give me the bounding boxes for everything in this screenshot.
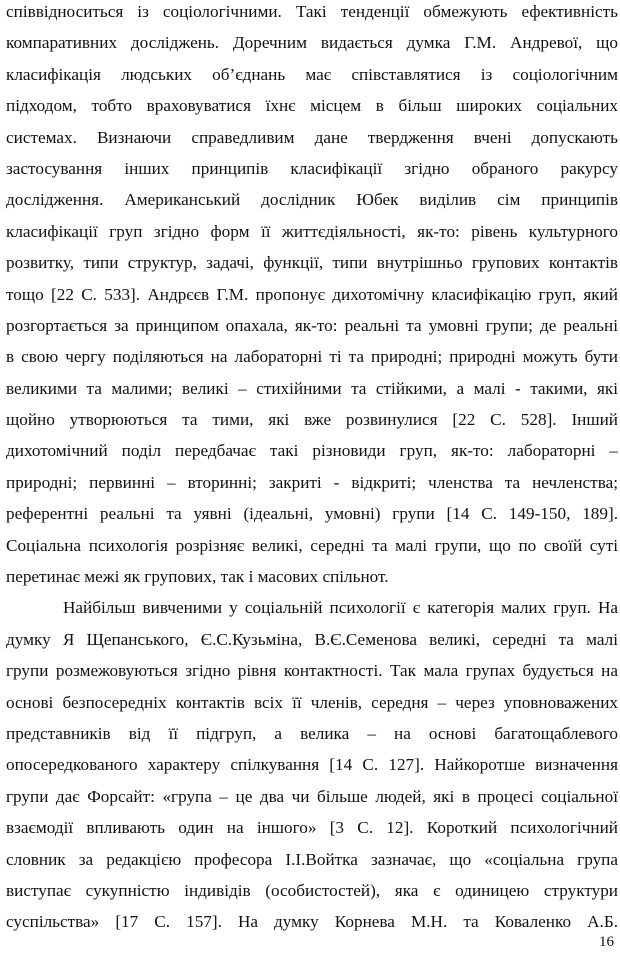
text-line: системах. Визнаючи справедливим дане твердження вчені допускають xyxy=(6,127,618,147)
text-line: думку Я Щепанського, Є.С.Кузьміна, В.Є.Семенова великі, середні та малі xyxy=(6,629,618,649)
text-line: дихотомічний поділ передбачає такі різновиди груп, як-то: лабораторні – xyxy=(6,441,618,461)
paragraph-1 xyxy=(6,0,618,592)
text-line: Найбільш вивченими у соціальній психології є категорія малих груп. На xyxy=(63,598,618,618)
text-line: виступає сукупністю індивідів (особистостей), яка є одиницею структури xyxy=(6,880,618,900)
text-line: застосування інших принципів класифікації згідно обраного ракурсу xyxy=(6,158,618,178)
text-line: розгортається за принципом опахала, як-то: реальні та умовні групи; де реальні xyxy=(6,315,618,335)
body-text xyxy=(6,0,618,938)
text-line: дослідження. Американський дослідник Юбек виділив сім принципів xyxy=(6,190,618,210)
paragraph-2 xyxy=(6,592,618,937)
text-line: класифікації груп згідно форм її життєдіяльності, як-то: рівень культурного xyxy=(6,221,618,241)
text-line: природні; первинні – вторинні; закриті - відкриті; членства та нечленства; xyxy=(6,472,618,492)
text-line: перетинає межі як групових, так і масових спільнот. xyxy=(6,567,389,587)
text-line: словник за редакцією професора І.І.Войтка зазначає, що «соціальна група xyxy=(6,849,618,869)
text-line: щойно утворюються та тими, які вже розвинулися [22 С. 528]. Інший xyxy=(6,410,618,430)
text-line: розвитку, типи структур, задачі, функції, типи внутрішньо групових контактів xyxy=(6,253,618,273)
text-line: групи розмежовуються згідно рівня контактності. Так мала групах будується на xyxy=(6,661,618,681)
text-line: великими та малими; великі – стихійними та стійкими, а малі - такими, які xyxy=(6,378,618,398)
text-line: класифікація людських об’єднань має співставлятися із соціологічним xyxy=(6,64,618,84)
text-line: підходом, тобто враховуватися їхнє місцем в більш широких соціальних xyxy=(6,96,618,116)
text-line: в свою чергу поділяються на лабораторні ті та природні; природні можуть бути xyxy=(6,347,618,367)
text-line: співвідноситься із соціологічними. Такі тенденції обмежують ефективність xyxy=(6,2,618,21)
text-line: компаративних досліджень. Доречним видається думка Г.М. Андревої, що xyxy=(6,33,618,53)
text-line: представників від її підгруп, а велика – на основі багатощаблевого xyxy=(6,723,618,743)
text-line: взаємодії впливають один на іншого» [3 С. 12]. Короткий психологічний xyxy=(6,818,618,838)
text-line: Соціальна психологія розрізняє великі, середні та малі групи, що по своїй суті xyxy=(6,535,618,555)
text-line: групи дає Форсайт: «група – це два чи більше людей, які в процесі соціальної xyxy=(6,786,618,806)
text-line: опосередкованого характеру спілкування [14 С. 127]. Найкоротше визначення xyxy=(6,755,618,775)
page-number: 16 xyxy=(599,934,614,950)
text-line: суспільства» [17 С. 157]. На думку Корнева М.Н. та Коваленко А.Б. xyxy=(6,912,618,932)
text-line: основі безпосередніх контактів всіх її членів, середня – через уповноважених xyxy=(6,692,618,712)
text-line: тощо [22 С. 533]. Андрєєв Г.М. пропонує дихотомічну класифікацію груп, який xyxy=(6,284,618,304)
text-line: референтні реальні та уявні (ідеальні, умовні) групи [14 С. 149-150, 189]. xyxy=(6,504,618,524)
